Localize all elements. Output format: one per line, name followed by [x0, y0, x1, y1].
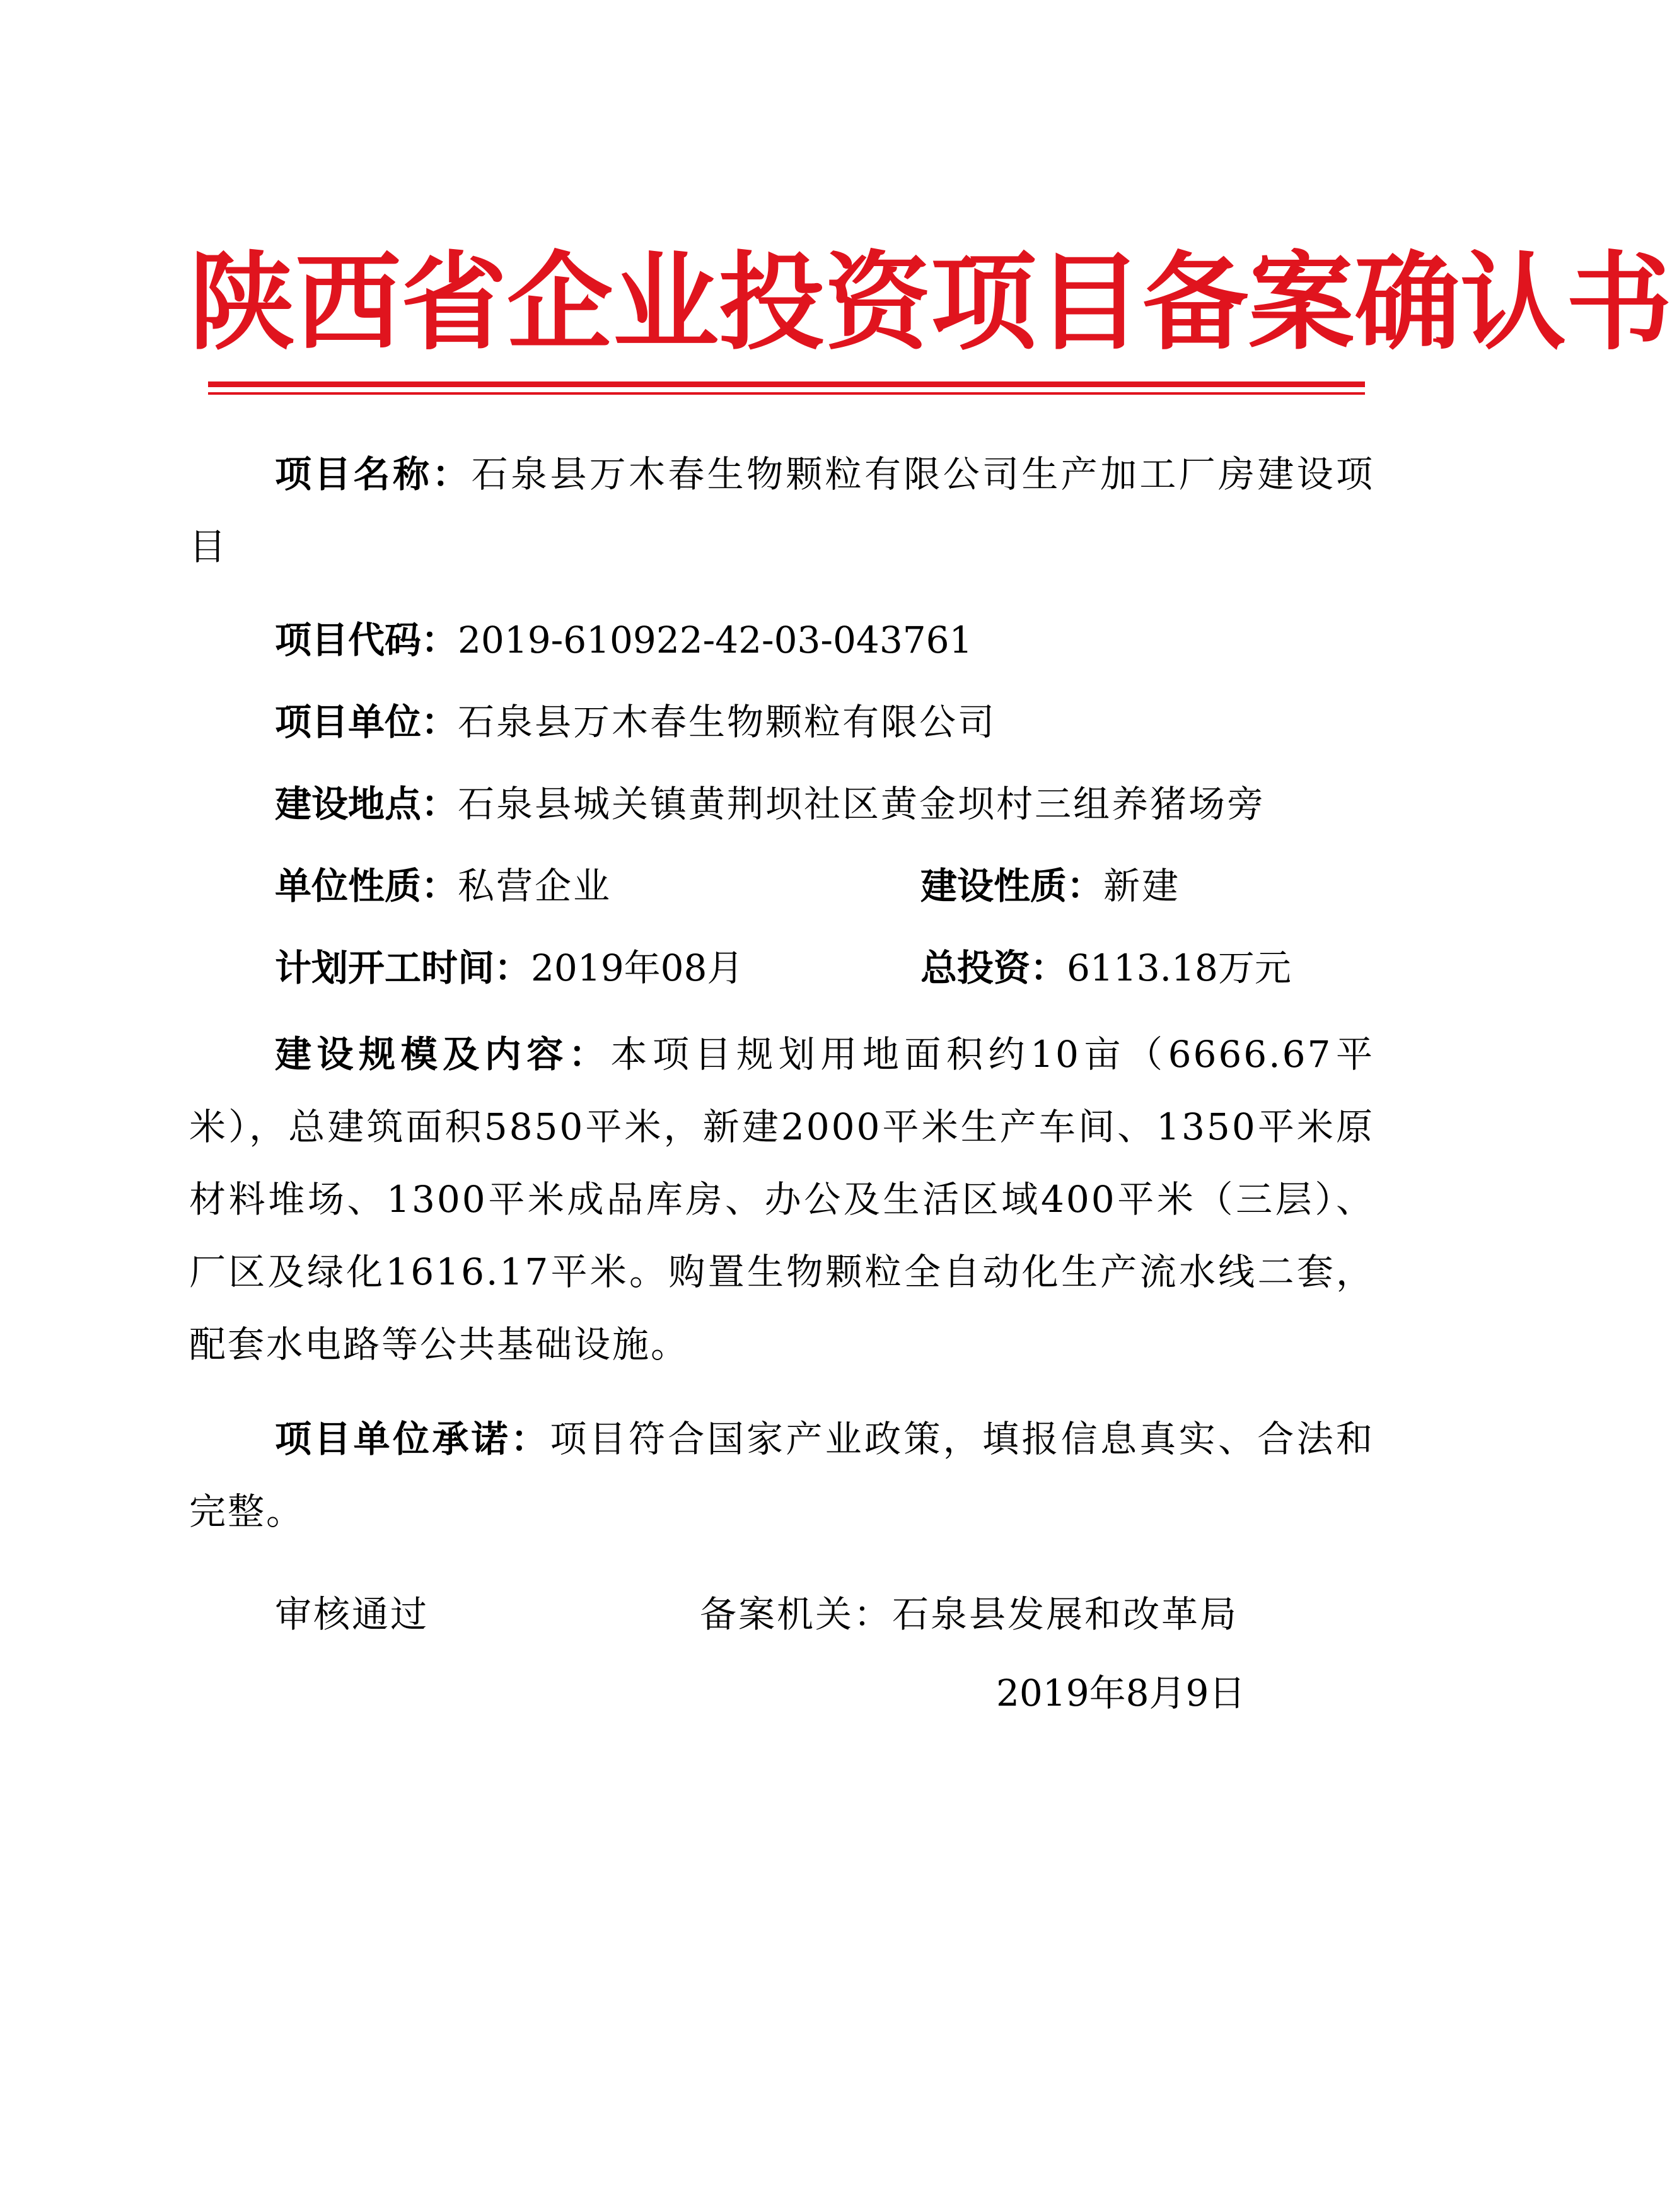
- title-rule-thick: [208, 381, 1365, 387]
- total-investment-label: 总投资：: [920, 946, 1067, 989]
- project-name-field: [189, 438, 1374, 583]
- project-unit-label: 项目单位：: [275, 701, 458, 743]
- project-unit-field: [275, 697, 996, 747]
- commitment-label: 项目单位承诺：: [275, 1417, 550, 1460]
- location-value: 石泉县城关镇黄荆坝社区黄金坝村三组养猪场旁: [458, 783, 1266, 825]
- location-label: 建设地点：: [275, 783, 458, 825]
- unit-nature-value: 私营企业: [458, 864, 612, 907]
- start-time-field: [275, 943, 743, 993]
- scale-label: 建设规模及内容：: [275, 1033, 611, 1076]
- location-field: [275, 779, 1265, 829]
- construction-nature-label: 建设性质：: [920, 864, 1104, 907]
- title-rule-thin: [208, 392, 1365, 395]
- total-investment-value: 6113.18万元: [1067, 946, 1291, 989]
- total-investment-field: [920, 943, 1291, 993]
- project-code-value: 2019-610922-42-03-043761: [458, 619, 973, 661]
- start-time-value: 2019年08月: [531, 946, 744, 989]
- signature-date: 2019年8月9日: [996, 1672, 1246, 1714]
- scale-field: [189, 1018, 1374, 1381]
- scale-value: 本项目规划用地面积约10亩（6666.67平米），总建筑面积5850平米，新建2000平米生产车间、1350平米原材料堆场、1300平米成品库房、办公及生活区域400平米（三层）、厂区及绿化1616.17平米。购置生物颗粒全自动化生产流水线二套，配套水电路等公共基础设施。: [189, 1033, 1374, 1366]
- filing-authority: 备案机关：石泉县发展和改革局: [700, 1593, 1239, 1636]
- project-name-value: 石泉县万木春生物颗粒有限公司生产加工厂房建设项目: [189, 453, 1374, 568]
- project-unit-value: 石泉县万木春生物颗粒有限公司: [458, 701, 997, 743]
- construction-nature-field: [920, 861, 1180, 911]
- commitment-field: [189, 1403, 1374, 1548]
- unit-nature-field: [275, 861, 612, 911]
- construction-nature-value: 新建: [1103, 864, 1181, 907]
- project-name-label: 项目名称：: [275, 453, 472, 496]
- unit-nature-label: 单位性质：: [275, 864, 458, 907]
- document-title: 陕西省企业投资项目备案确认书: [189, 241, 1672, 364]
- review-status: 审核通过: [275, 1593, 429, 1636]
- project-code-label: 项目代码：: [275, 619, 458, 661]
- project-code-field: [275, 615, 972, 665]
- commitment-value: 项目符合国家产业政策，填报信息真实、合法和完整。: [189, 1417, 1374, 1533]
- start-time-label: 计划开工时间：: [275, 946, 531, 989]
